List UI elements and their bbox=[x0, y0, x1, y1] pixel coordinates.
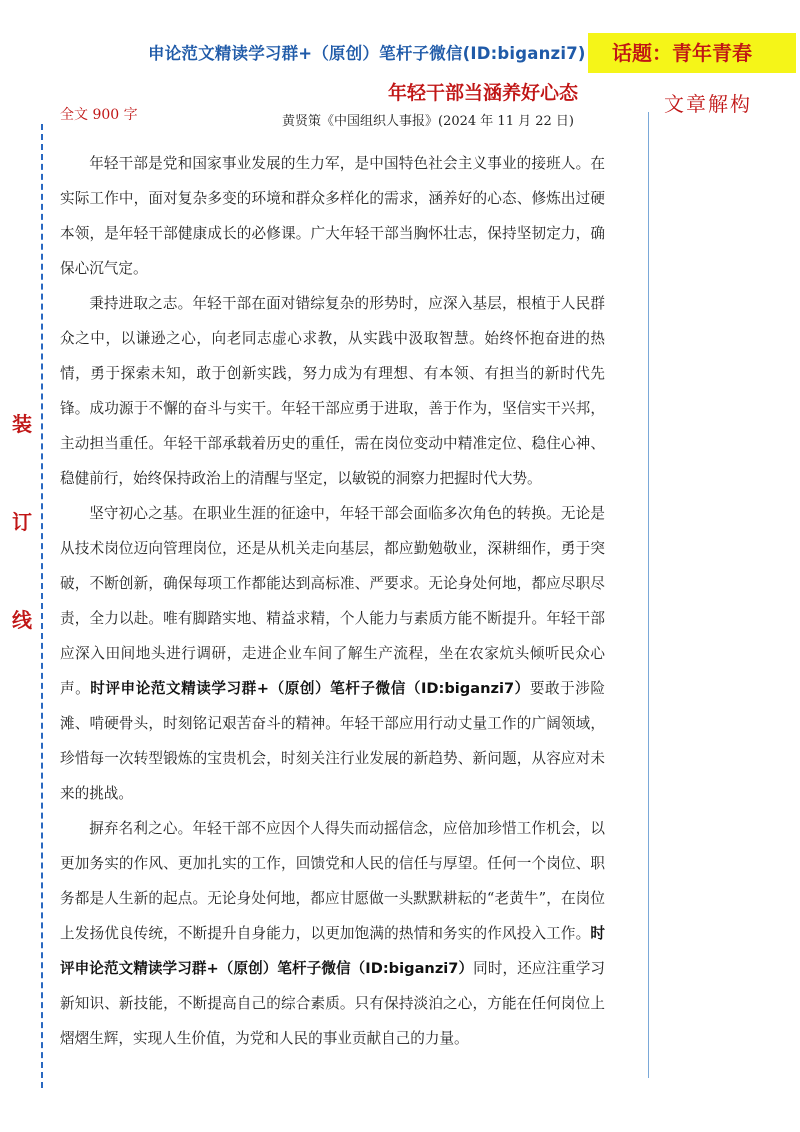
paragraph bbox=[60, 496, 605, 811]
promo-text: 时评申论范文精读学习群+（原创）笔杆子微信（ID:biganzi7） bbox=[60, 925, 605, 977]
paragraph-text: 秉持进取之志。年轻干部在面对错综复杂的形势时，应深入基层，根植于人民群众之中，以谦逊之心，向老同志虚心求教，从实践中汲取智慧。始终怀抱奋进的热情，勇于探索未知，敢于创新实践，努力成为有理想、有本领、有担当的新时代先锋。成功源于不懈的奋斗与实干。年轻干部应勇于进取，善于作为，坚信实干兴邦，主动担当重任。年轻干部承载着历史的重任，需在岗位变动中精准定位、稳住心神、稳健前行，始终保持政治上的清醒与坚定，以敏锐的洞察力把握时代大势。 bbox=[60, 295, 605, 487]
paragraph-text: 坚守初心之基。在职业生涯的征途中，年轻干部会面临多次角色的转换。无论是从技术岗位迈向管理岗位，还是从机关走向基层，都应勤勉敬业，深耕细作，勇于突破，不断创新，确保每项工作都能达到高标准、严要求。无论身处何地，都应尽职尽责，全力以赴。唯有脚踏实地、精益求精，个人能力与素质方能不断提升。年轻干部应深入田间地头进行调研，走进企业车间了解生产流程，坐在农家炕头倾听民众心声。 bbox=[60, 505, 605, 697]
paragraph-text: 同时，还应注重学习新知识、新技能，不断提高自己的综合素质。只有保持淡泊之心，方能在任何岗位上熠熠生辉，实现人生价值，为党和人民的事业贡献自己的力量。 bbox=[60, 960, 605, 1047]
margin-divider bbox=[648, 112, 649, 1078]
paragraph bbox=[60, 286, 605, 496]
header-title: 申论范文精读学习群+（原创）笔杆子微信(ID:biganzi7) bbox=[148, 44, 586, 63]
binding-dashed-line bbox=[41, 124, 43, 1088]
promo-text: 时评申论范文精读学习群+（原创）笔杆子微信（ID:biganzi7） bbox=[90, 680, 530, 697]
article-body bbox=[60, 146, 605, 1056]
structure-analysis-label: 文章解构 bbox=[664, 92, 752, 116]
binding-char-2: 订 bbox=[12, 510, 32, 534]
paragraph-text: 要敢于涉险滩、啃硬骨头，时刻铭记艰苦奋斗的精神。年轻干部应用行动丈量工作的广阔领域，珍惜每一次转型锻炼的宝贵机会，时刻关注行业发展的新趋势、新问题，从容应对未来的挑战。 bbox=[60, 680, 605, 802]
paragraph bbox=[60, 811, 605, 1056]
paragraph-text: 年轻干部是党和国家事业发展的生力军，是中国特色社会主义事业的接班人。在实际工作中，面对复杂多变的环境和群众多样化的需求，涵养好的心态、修炼出过硬本领，是年轻干部健康成长的必修课。广大年轻干部当胸怀壮志，保持坚韧定力，确保心沉气定。 bbox=[60, 155, 605, 277]
binding-char-3: 线 bbox=[12, 608, 32, 632]
word-count-label: 全文 900 字 bbox=[60, 107, 138, 123]
paragraph-text: 摒弃名利之心。年轻干部不应因个人得失而动摇信念，应倍加珍惜工作机会，以更加务实的作风、更加扎实的工作，回馈党和人民的信任与厚望。任何一个岗位、职务都是人生新的起点。无论身处何地，都应甘愿做一头默默耕耘的“老黄牛”，在岗位上发扬优良传统，不断提升自身能力，以更加饱满的热情和务实的作风投入工作。 bbox=[60, 820, 605, 942]
topic-badge: 话题：青年青春 bbox=[588, 33, 796, 73]
article-title: 年轻干部当涵养好心态 bbox=[388, 82, 579, 104]
paragraph bbox=[60, 146, 605, 286]
article-byline: 黄贤策《中国组织人事报》(2024 年 11 月 22 日) bbox=[282, 114, 574, 129]
binding-char-1: 装 bbox=[12, 412, 32, 436]
